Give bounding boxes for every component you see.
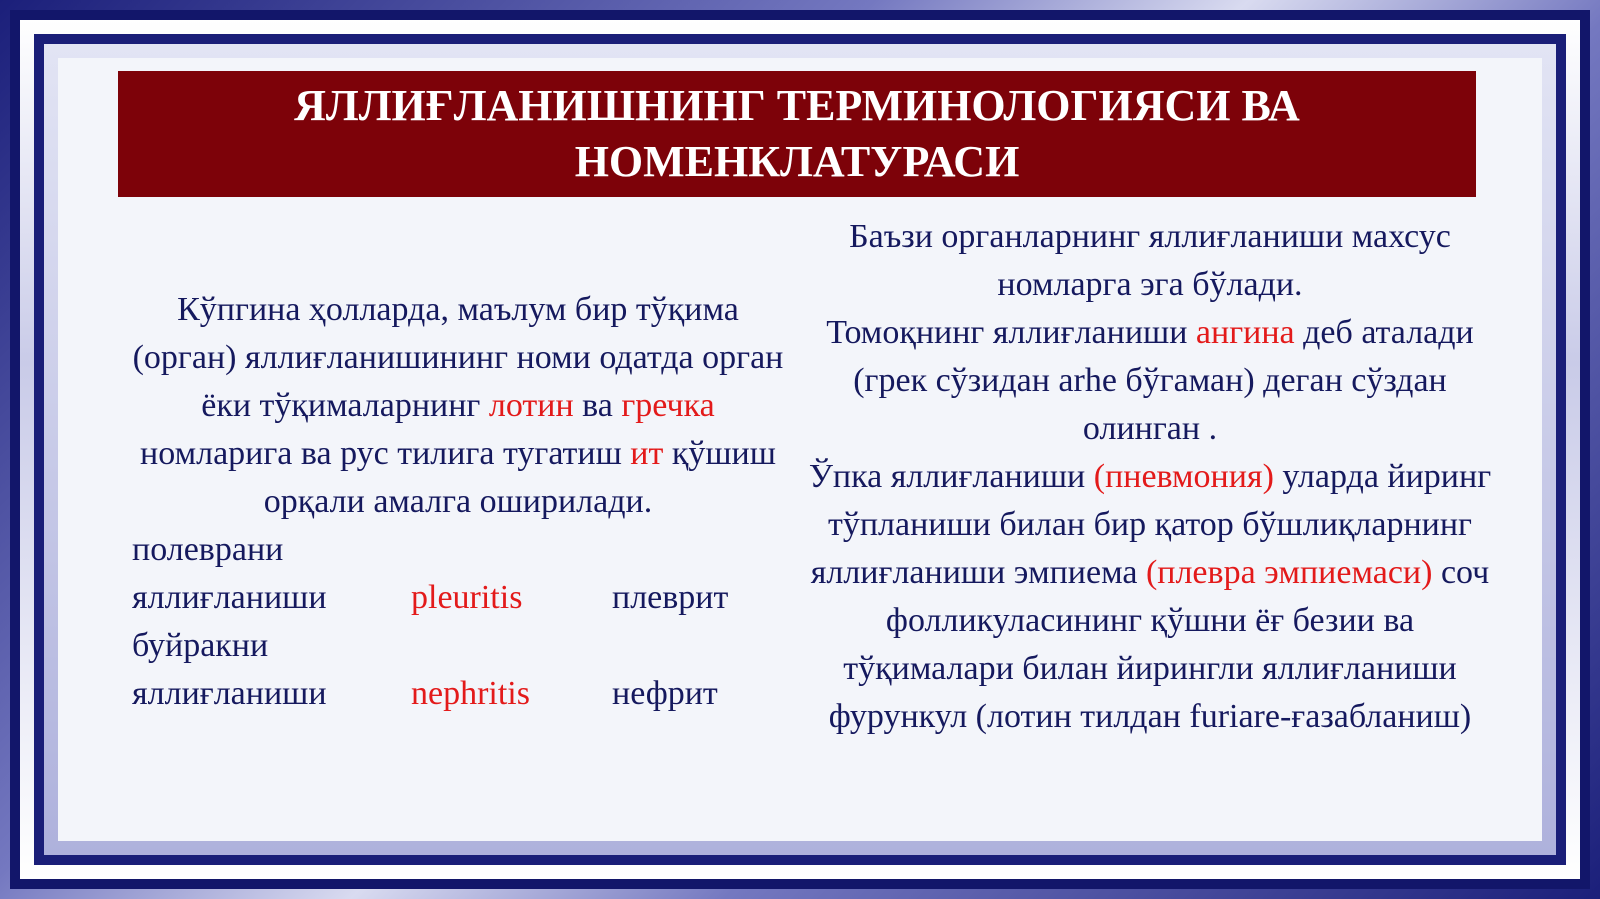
conj-va: ва [573, 387, 622, 424]
pleural-empyema-term: (плевра эмпиемаси) [1145, 554, 1433, 591]
term-latin: лотин [488, 387, 574, 424]
term-organ-row [128, 526, 788, 574]
intro-text: Кўпгина ҳолларда, маълум бир тўқима (орган) яллиғланишининг номи одатда орган ёки тўқималарнинг [132, 291, 784, 424]
right-para-1: Баъзи органларнинг яллиғланиши махсус номларга эга бўлади. [849, 218, 1451, 303]
intro-paragraph [128, 286, 788, 526]
furuncle-text: соч фолликуласининг қўшни ёғ безии ва тўқималари билан йирингли яллиғланиши фурункул (лотин тилдан furiare-ғазабланиш) [828, 554, 1490, 735]
term-label: яллиғланиши [132, 675, 327, 712]
term-row [128, 574, 788, 622]
latin-term: pleuritis [411, 579, 523, 616]
right-para-2 [805, 309, 1495, 453]
term-greek: гречка [621, 387, 715, 424]
angina-text: деб аталади (грек сўзидан arhe бўгаман) деган сўздан олинган . [853, 314, 1474, 447]
intro-text-2: номларига ва рус тилига тугатиш [140, 435, 631, 472]
title-banner [118, 71, 1476, 197]
angina-lead: Томоқнинг яллиғланиши [826, 314, 1196, 351]
latin-term: nephritis [411, 675, 530, 712]
empyema-text: уларда йиринг тўпланиши билан бир қатор бўшлиқларнинг яллиғланиши эмпиема [810, 458, 1492, 591]
suffix-it: ит [630, 435, 664, 472]
term-label: яллиғланиши [132, 579, 327, 616]
pneumonia-term: (пневмония) [1093, 458, 1274, 495]
organ-name: буйракни [132, 627, 269, 664]
lung-lead: Ўпка яллиғланиши [808, 458, 1094, 495]
disease-name: плеврит [612, 579, 729, 616]
organ-name: полеврани [132, 531, 284, 568]
right-para-3 [805, 453, 1495, 741]
intro-text-3: қўшиш орқали амалга оширилади. [263, 435, 776, 520]
term-row [128, 670, 788, 718]
disease-name: нефрит [612, 675, 718, 712]
left-column [128, 286, 788, 718]
slide-title: ЯЛЛИҒЛАНИШНИНГ ТЕРМИНОЛОГИЯСИ ВА НОМЕНКЛАТУРАСИ [294, 81, 1300, 186]
term-organ-row [128, 622, 788, 670]
right-column [805, 213, 1495, 741]
angina-term: ангина [1195, 314, 1295, 351]
